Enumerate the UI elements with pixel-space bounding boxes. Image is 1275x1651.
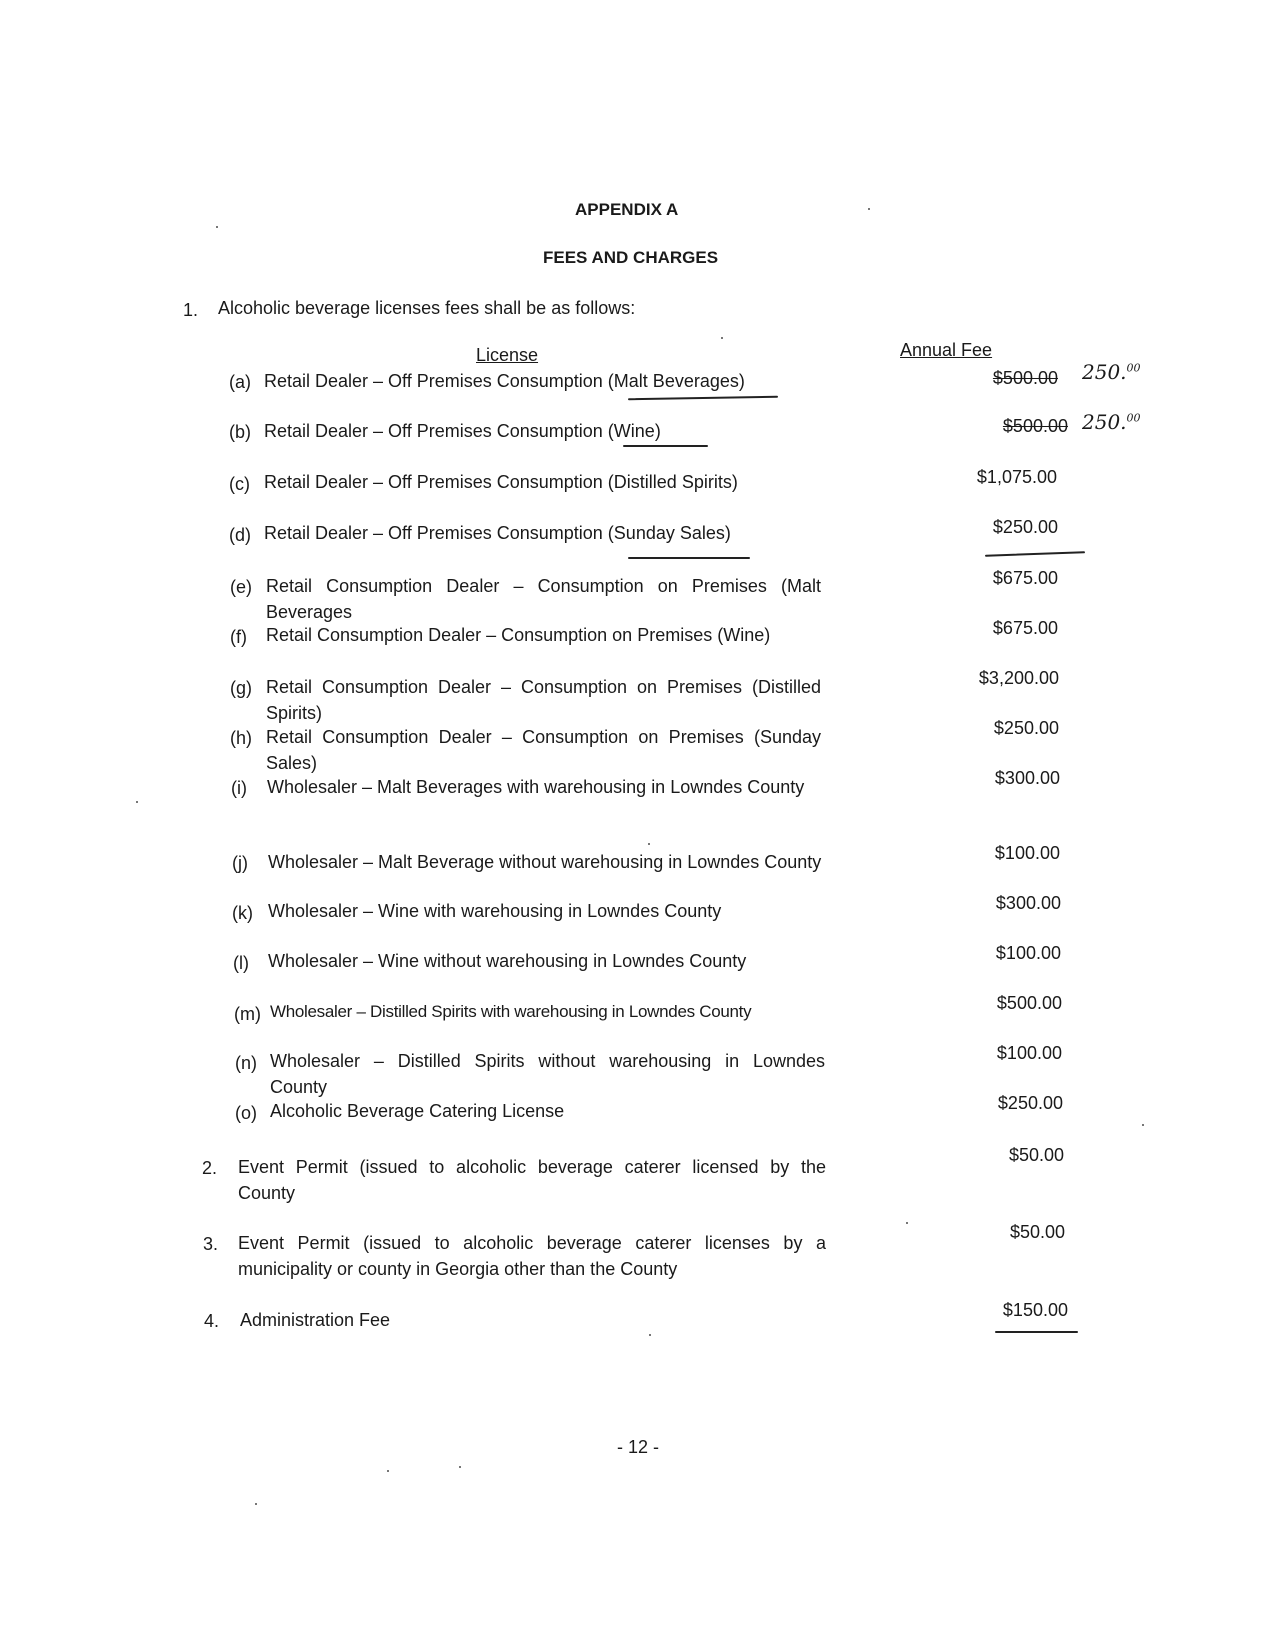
item-fee: $3,200.00 [978, 668, 1059, 688]
item-description: Wholesaler – Distilled Spirits with warehousing in Lowndes County [270, 1002, 752, 1021]
item-fee: $100.00 [996, 1043, 1062, 1063]
section-description: Administration Fee [240, 1310, 391, 1330]
item-fee: $250.00 [992, 517, 1058, 537]
item-description: Alcoholic Beverage Catering License [270, 1101, 565, 1121]
scan-speck [459, 1466, 461, 1468]
column-header-annual-fee: Annual Fee [900, 340, 993, 360]
item-description: Retail Consumption Dealer – Consumption on Premises (Sunday Sales) [266, 727, 821, 773]
item-description: Wholesaler – Distilled Spirits without warehousing in Lowndes County [270, 1051, 825, 1097]
pen-underline [623, 445, 708, 447]
section-number: 2. [202, 1158, 218, 1178]
item-label: (k) [232, 903, 253, 923]
item-label: (g) [230, 678, 252, 698]
item-description: Retail Dealer – Off Premises Consumption (Malt Beverages) [264, 371, 745, 391]
item-label: (f) [230, 627, 247, 647]
item-fee: $675.00 [992, 618, 1058, 638]
item-fee-struck: $500.00 [1002, 416, 1068, 436]
item-fee: $100.00 [994, 843, 1060, 863]
item-description: Wholesaler – Wine with warehousing in Lowndes County [268, 901, 722, 921]
handwritten-fee: 250.00 [1082, 410, 1141, 434]
scan-speck [387, 1470, 389, 1472]
item-label: (n) [235, 1053, 257, 1073]
item-label: (b) [229, 422, 251, 442]
item-label: (e) [230, 577, 252, 597]
item-fee: $500.00 [996, 993, 1062, 1013]
pen-underline [985, 551, 1085, 556]
page-number: - 12 - [617, 1437, 660, 1457]
item-description: Retail Dealer – Off Premises Consumption (Wine) [264, 421, 661, 441]
scan-speck [136, 801, 138, 803]
item-description: Wholesaler – Wine without warehousing in Lowndes County [268, 951, 747, 971]
item-fee: $250.00 [993, 718, 1059, 738]
handwritten-fee: 250.00 [1082, 360, 1141, 384]
item-description: Wholesaler – Malt Beverages with warehousing in Lowndes County [267, 777, 805, 797]
column-header-license: License [476, 345, 539, 365]
item-description: Retail Dealer – Off Premises Consumption (Distilled Spirits) [264, 472, 738, 492]
item-fee: $250.00 [997, 1093, 1063, 1113]
item-fee: $100.00 [995, 943, 1061, 963]
section-fee: $150.00 [1002, 1300, 1068, 1320]
item-label: (h) [230, 728, 252, 748]
section-fee: $50.00 [1008, 1145, 1064, 1165]
item-label: (c) [229, 474, 250, 494]
item-label: (d) [229, 525, 251, 545]
appendix-heading: APPENDIX A [575, 200, 679, 219]
section-description: Event Permit (issued to alcoholic beverage caterer licenses by a municipality or county in Georgia other than the County [238, 1233, 826, 1279]
pen-underline [628, 557, 750, 559]
scan-speck [906, 1222, 908, 1224]
scan-speck [255, 1503, 257, 1505]
item-fee: $300.00 [994, 768, 1060, 788]
scan-speck [648, 843, 650, 845]
page-title: FEES AND CHARGES [543, 248, 719, 267]
item-description: Wholesaler – Malt Beverage without warehousing in Lowndes County [268, 852, 822, 872]
section-fee: $50.00 [1009, 1222, 1065, 1242]
item-fee: $300.00 [995, 893, 1061, 913]
item-description: Retail Dealer – Off Premises Consumption (Sunday Sales) [264, 523, 731, 543]
item-label: (i) [231, 778, 247, 798]
item-label: (o) [235, 1103, 257, 1123]
item-description: Retail Consumption Dealer – Consumption on Premises (Distilled Spirits) [266, 677, 821, 723]
pen-underline [995, 1331, 1078, 1333]
item-fee: $1,075.00 [976, 467, 1057, 487]
scan-speck [721, 337, 723, 339]
scan-speck [1142, 1124, 1144, 1126]
section-number: 1. [183, 300, 199, 320]
section-description: Event Permit (issued to alcoholic beverage caterer licensed by the County [238, 1157, 826, 1203]
item-description: Retail Consumption Dealer – Consumption on Premises (Wine) [266, 625, 771, 645]
section-intro: Alcoholic beverage licenses fees shall be as follows: [218, 298, 636, 318]
item-label: (j) [232, 853, 248, 873]
scan-speck [868, 208, 870, 210]
section-number: 4. [204, 1311, 220, 1331]
item-fee: $675.00 [992, 568, 1058, 588]
item-description: Retail Consumption Dealer – Consumption on Premises (Malt Beverages [266, 576, 821, 622]
item-label: (m) [234, 1004, 261, 1024]
item-label: (l) [233, 953, 249, 973]
item-fee-struck: $500.00 [992, 368, 1058, 388]
item-label: (a) [229, 372, 251, 392]
pen-underline [628, 396, 778, 401]
scan-speck [649, 1334, 651, 1336]
section-number: 3. [203, 1234, 219, 1254]
scan-speck [216, 226, 218, 228]
